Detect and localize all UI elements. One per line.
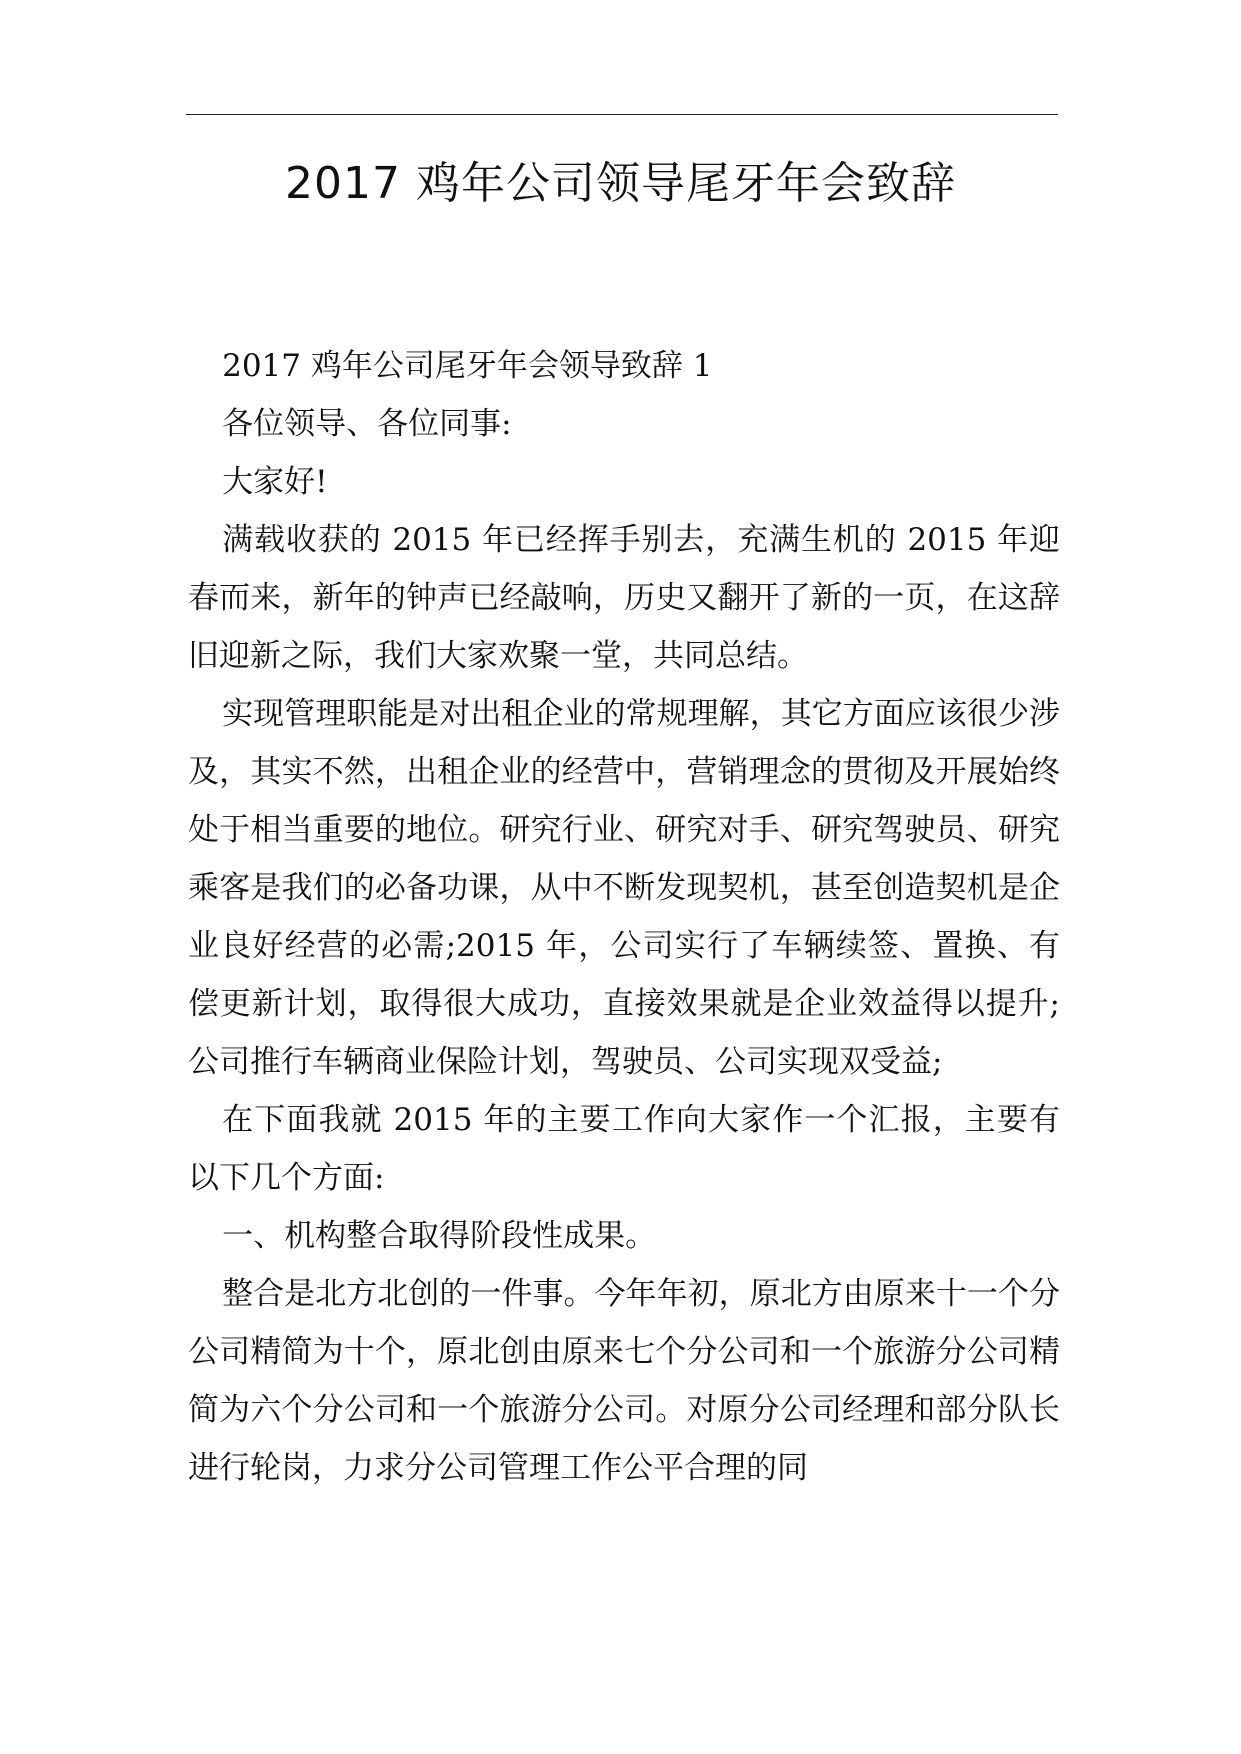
paragraph: 满载收获的 2015 年已经挥手别去，充满生机的 2015 年迎春而来，新年的钟声已经敲响，历史又翻开了新的一页，在这辞旧迎新之际，我们大家欢聚一堂，共同总结。 [188,522,1060,674]
paragraph-subtitle: 2017 鸡年公司尾牙年会领导致辞 1 [222,348,713,384]
document-body [188,337,1060,1497]
paragraph-salutation: 各位领导、各位同事: [222,406,512,442]
paragraph-greeting: 大家好! [222,464,328,500]
paragraph: 在下面我就 2015 年的主要工作向大家作一个汇报，主要有以下几个方面: [188,1102,1060,1196]
header-rule [186,114,1058,115]
paragraph: 实现管理职能是对出租企业的常规理解，其它方面应该很少涉及，其实不然，出租企业的经营中，营销理念的贯彻及开展始终处于相当重要的地位。研究行业、研究对手、研究驾驶员、研究乘客是我们的必备功课，从中不断发现契机，甚至创造契机是企业良好经营的必需;2015 年，公司实行了车辆续签、置换、有偿更新计划，取得很大成功，直接效果就是企业效益得以提升;公司推行车辆商业保险计划，驾驶员、公司实现双受益; [188,696,1060,1080]
document-title: 2017 鸡年公司领导尾牙年会致辞 [285,158,956,209]
paragraph: 整合是北方北创的一件事。今年年初，原北方由原来十一个分公司精简为十个，原北创由原来七个分公司和一个旅游分公司精简为六个分公司和一个旅游分公司。对原分公司经理和部分队长进行轮岗，力求分公司管理工作公平合理的同 [188,1276,1060,1486]
section-heading: 一、机构整合取得阶段性成果。 [222,1218,657,1254]
